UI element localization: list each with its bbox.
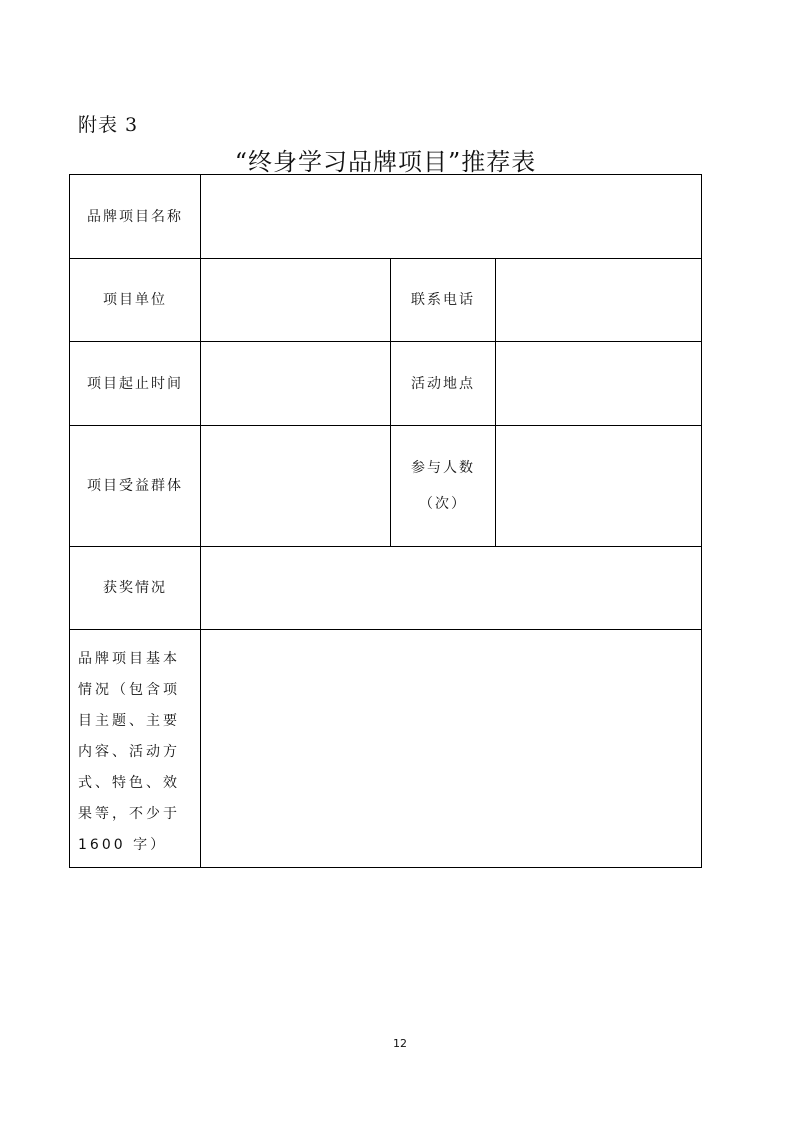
recommendation-form: [69, 174, 702, 868]
page-number: 12: [393, 1037, 407, 1050]
phone-label: 联系电话: [391, 259, 496, 342]
participants-field[interactable]: [496, 426, 702, 547]
form-title: “终身学习品牌项目”推荐表: [234, 148, 537, 176]
participants-label-line2: （次）: [419, 496, 467, 512]
unit-field[interactable]: [201, 259, 391, 342]
phone-field[interactable]: [496, 259, 702, 342]
period-label: 项目起止时间: [70, 342, 201, 426]
brand-name-field[interactable]: [201, 175, 702, 259]
basic-info-label: 品牌项目基本情况（包含项目主题、主要内容、活动方式、特色、效果等，不少于1600 字）: [70, 630, 201, 868]
beneficiary-label: 项目受益群体: [70, 426, 201, 547]
appendix-label: 附表 3: [78, 114, 139, 136]
participants-label-line1: 参与人数: [411, 460, 475, 476]
awards-label: 获奖情况: [70, 547, 201, 630]
basic-info-field[interactable]: [201, 630, 702, 868]
brand-name-label: 品牌项目名称: [70, 175, 201, 259]
unit-label: 项目单位: [70, 259, 201, 342]
location-field[interactable]: [496, 342, 702, 426]
period-field[interactable]: [201, 342, 391, 426]
location-label: 活动地点: [391, 342, 496, 426]
participants-label: [391, 426, 496, 547]
awards-field[interactable]: [201, 547, 702, 630]
beneficiary-field[interactable]: [201, 426, 391, 547]
